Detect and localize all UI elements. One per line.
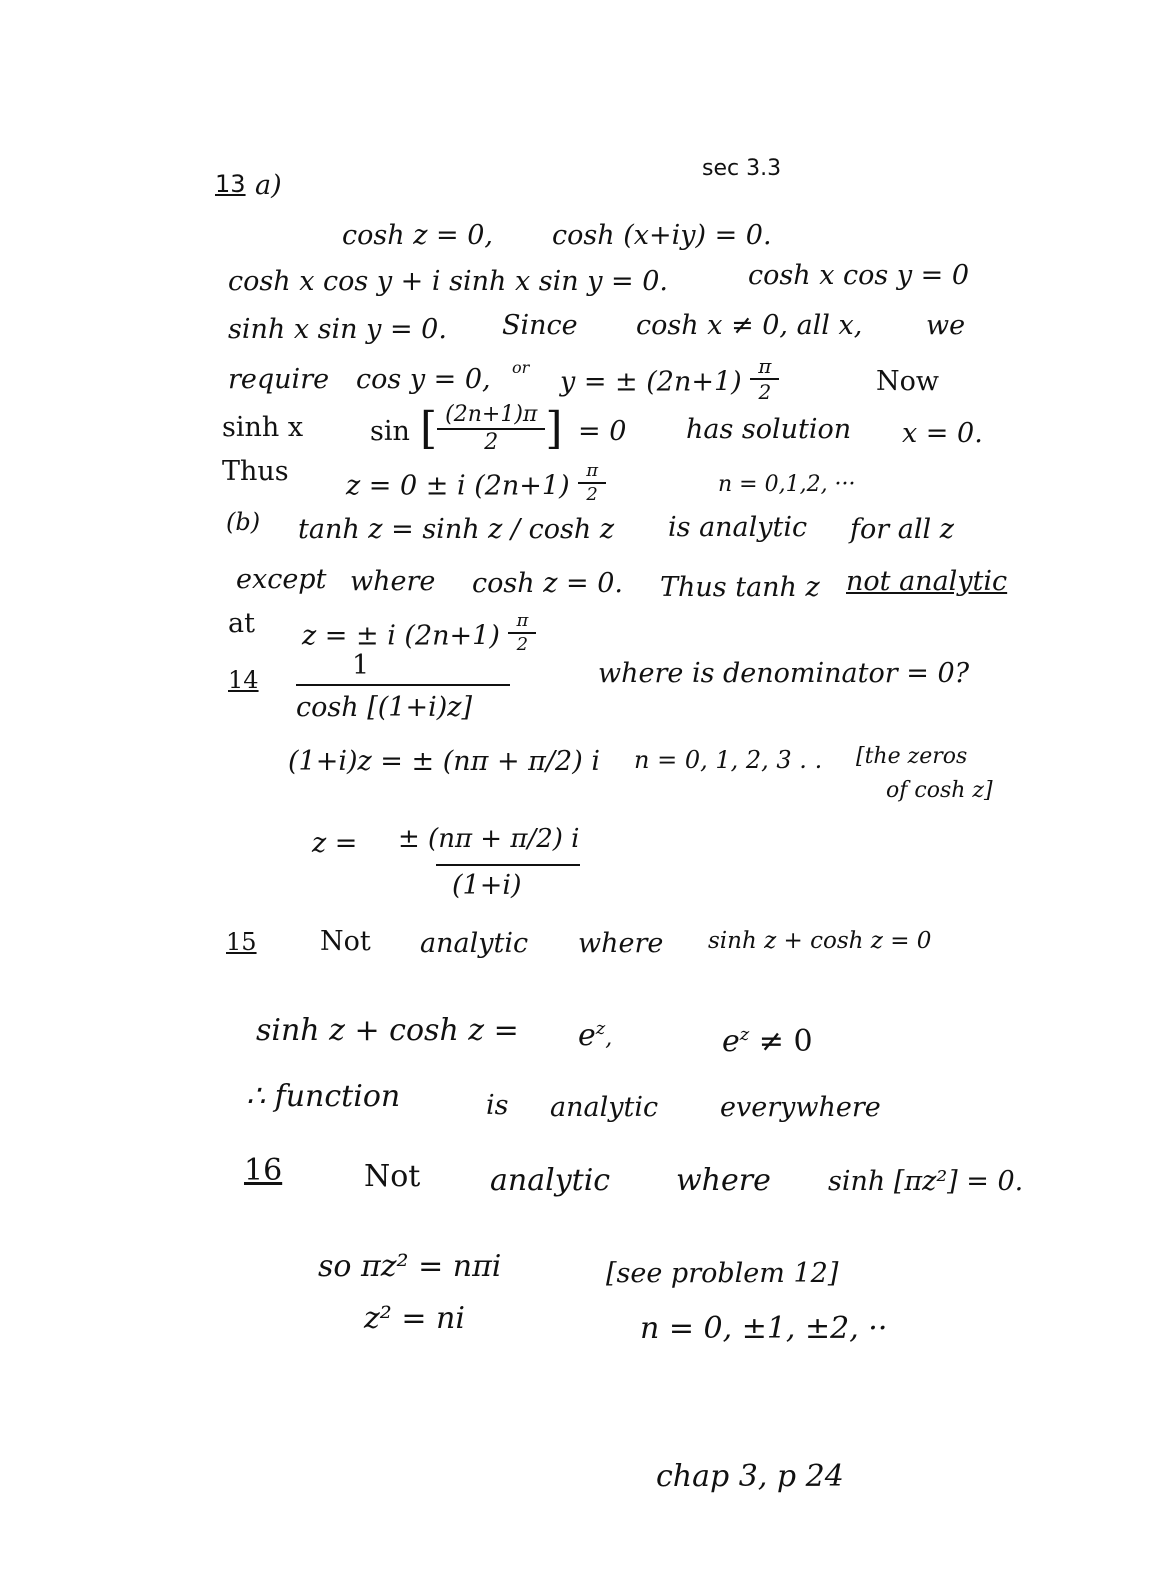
p13a-line3b: Since: [502, 310, 578, 341]
p14-line3-den: (1+i): [452, 870, 522, 901]
p13b-line2d: Thus tanh z: [660, 572, 820, 603]
p13a-line6b-frac-den: 2: [586, 484, 598, 505]
p13a-line5c-fraction: [437, 404, 545, 454]
p13b-line3b-frac-num: π: [508, 612, 536, 634]
p14-note1: [the zeros: [856, 744, 968, 769]
p13a-line6b-text: z = 0 ± i (2n+1): [346, 470, 570, 502]
p13a-line6b-frac-num: π: [578, 462, 606, 484]
p13a-line3a: sinh x sin y = 0.: [228, 314, 447, 345]
p15-line1b: analytic: [420, 928, 529, 959]
p15-line1c: where: [578, 928, 664, 959]
p14-line3-fraction-bar: [436, 864, 580, 866]
p13a-line5c-frac-den: 2: [484, 430, 499, 455]
section-label: sec 3.3: [702, 156, 782, 181]
p16-line3b: n = 0, ±1, ±2, ··: [640, 1311, 888, 1346]
p13b-line3b-text: z = ± i (2n+1): [302, 620, 500, 652]
p15-line2c-exp: z: [739, 1024, 750, 1045]
p13b-line1c: for all z: [850, 514, 954, 545]
part-a-label: a): [255, 170, 282, 201]
p15-line3d: everywhere: [720, 1092, 881, 1123]
p13b-line3b-fraction: [508, 612, 536, 654]
p13b-line2e: not analytic: [846, 566, 1008, 597]
p16-line3a: z² = ni: [364, 1301, 465, 1336]
p14-frac-num: 1: [352, 650, 370, 681]
p15-line1d: sinh z + cosh z = 0: [708, 928, 932, 954]
p15-line2c-base: e: [722, 1024, 740, 1059]
problem-15-number: 15: [226, 928, 257, 956]
p16-line2b: [see problem 12]: [606, 1258, 839, 1289]
p14-line2a: (1+i)z = ± (nπ + π/2) i: [288, 746, 600, 777]
p16-line1a: Not: [364, 1159, 421, 1194]
p14-question: where is denominator = 0?: [598, 658, 970, 689]
p13a-line4c: or: [512, 358, 530, 377]
p13a-line1b: cosh (x+iy) = 0.: [552, 220, 772, 251]
p15-line2b: $e^z$,: [578, 1018, 613, 1053]
p15-line2c: [722, 1026, 813, 1057]
p13b-line2a: except: [236, 564, 327, 595]
p13b-label: (b): [226, 508, 261, 536]
p13a-line3c: cosh x ≠ 0, all x,: [636, 310, 863, 341]
p13a-line4d-text: y = ± (2n+1): [560, 366, 742, 398]
p16-line1d: sinh [πz²] = 0.: [828, 1166, 1024, 1197]
p15-line3a: ∴ function: [246, 1079, 401, 1114]
p13a-line3d: we: [926, 310, 966, 341]
p13a-line5d: = 0: [578, 416, 627, 447]
p13b-line2c: cosh z = 0.: [472, 568, 623, 599]
p13a-line4e: Now: [876, 366, 939, 397]
p14-line2b: n = 0, 1, 2, 3 . .: [634, 746, 823, 774]
p13b-line3b: [302, 610, 536, 658]
p13a-line4b: cos y = 0,: [356, 364, 491, 395]
p15-line3c: analytic: [550, 1092, 659, 1123]
p14-note2: of cosh z]: [886, 778, 993, 803]
p13a-line2a: cosh x cos y + i sinh x sin y = 0.: [228, 266, 669, 297]
p13b-line3a: at: [228, 608, 255, 639]
p13a-line6c: n = 0,1,2, ···: [718, 472, 856, 497]
p13a-line2b: cosh x cos y = 0: [748, 260, 970, 291]
p13a-line6b-fraction: [578, 462, 606, 504]
problem-16-number: 16: [244, 1153, 283, 1188]
p13a-line5f: x = 0.: [902, 418, 983, 449]
p13a-line6a: Thus: [222, 456, 289, 487]
p16-line2a: so πz² = nπi: [318, 1249, 502, 1284]
p13a-line6b: [346, 460, 606, 508]
p13a-line4d: [560, 354, 779, 406]
p13a-line5b: sin: [370, 416, 410, 447]
p14-fraction-bar: [296, 684, 510, 686]
p16-line1c: where: [676, 1163, 771, 1198]
p13a-line5c: [ $\frac{(2n+1)\pi}{2}$ ]: [420, 402, 563, 455]
page-footer: chap 3, p 24: [656, 1459, 844, 1494]
problem-14-number: 14: [228, 666, 259, 694]
p14-frac-den: cosh [(1+i)z]: [296, 692, 473, 723]
p13a-line4d-frac-den: 2: [758, 380, 772, 404]
p15-line1a: Not: [320, 926, 371, 957]
p15-line2a: sinh z + cosh z =: [256, 1013, 519, 1048]
p13a-line4d-frac-num: π: [750, 356, 779, 380]
p15-line2b-exp: z: [595, 1018, 606, 1039]
p13a-line5c-frac-num: (2n+1)π: [437, 404, 545, 430]
p15-line3b: is: [486, 1090, 509, 1121]
p13b-line2b: where: [350, 566, 436, 597]
problem-13-number: 13: [215, 170, 246, 198]
p13a-line4a: require: [228, 364, 330, 395]
p15-line2d: ≠ 0: [758, 1024, 813, 1059]
p13b-line3b-frac-den: 2: [516, 634, 529, 655]
p13a-line5a: sinh x: [222, 412, 304, 443]
p13a-line1a: cosh z = 0,: [342, 220, 493, 251]
p16-line1b: analytic: [490, 1163, 611, 1198]
p13a-line4d-fraction: [750, 356, 779, 402]
p13b-line1a: tanh z = sinh z / cosh z: [298, 514, 615, 545]
p14-line3-num: ± (nπ + π/2) i: [398, 824, 580, 854]
p15-line2b-base: e: [578, 1018, 596, 1053]
p13b-line1b: is analytic: [668, 512, 808, 543]
p13a-line5e: has solution: [686, 414, 852, 445]
p14-line3a: z =: [312, 828, 358, 859]
